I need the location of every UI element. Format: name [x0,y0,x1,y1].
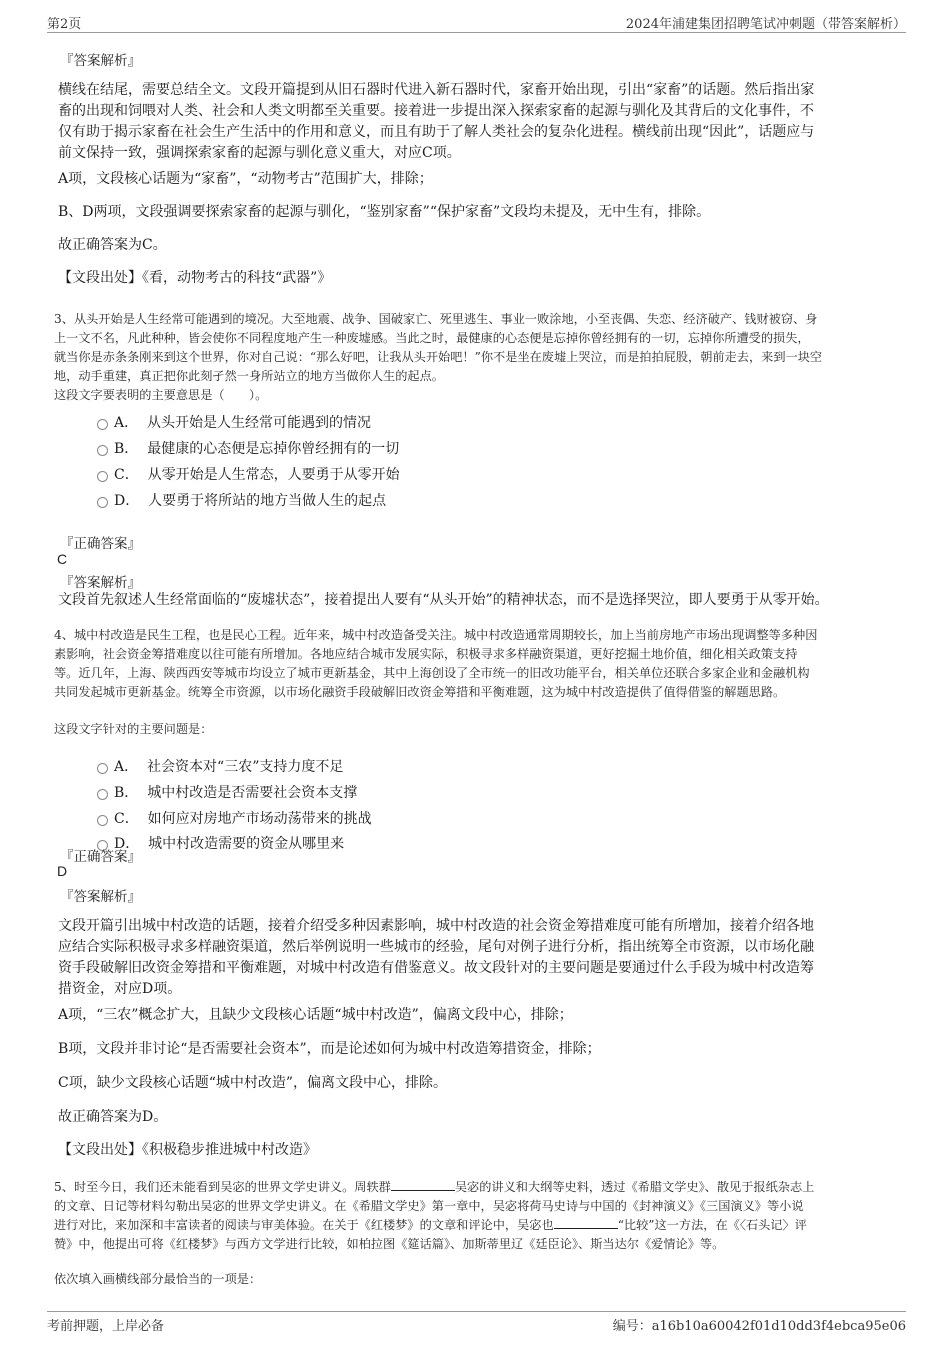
q4-answer: D [57,863,68,879]
q4-answer-label: 『正确答案』 [60,849,141,865]
q3-stem-line: 就当你是赤条条刚来到这个世界，你对自己说：“那么好吧，让我从头开始吧！”你不是坐在废墟上哭泣，而是拍拍屁股，朝前走去，来到一块空 [54,350,823,364]
q2-analysis [58,80,908,164]
q3-option-a-radio[interactable] [97,419,108,430]
q5-text: 5、时至今日，我们还未能看到吴宓的世界文学史讲义。周轶群 [54,1180,391,1194]
option-text: 城中村改造是否需要社会资本支撑 [147,785,358,801]
option-key: B． [114,441,139,457]
option-text: 城中村改造需要的资金从哪里来 [148,836,345,852]
q5-text: 进行对比，来加深和丰富读者的阅读与审美体验。在关于《红楼梦》的文章和评论中，吴宓也 [54,1218,554,1232]
q4-stem-line: 等。近几年，上海、陕西西安等城市均设立了城市更新基金，其中上海创设了全市统一的旧改功能平台，相关单位还联合多家企业和金融机构 [54,666,810,680]
q3-stem-line: 地，动手重建，真正把你此刻孑然一身所站立的地方当做你人生的起点。 [54,369,444,383]
q3-option-b-radio[interactable] [97,445,108,456]
q4-analysis-line: 措资金，对应D项。 [58,981,182,997]
q4-option-d[interactable] [114,833,344,853]
q2-source: 【文段出处】《看，动物考古的科技“武器”》 [58,270,332,286]
option-key: C． [114,467,139,483]
q3-option-a[interactable] [114,412,371,432]
option-text: 人要勇于将所站的地方当做人生的起点 [148,493,387,509]
q3-stem-line: 上一文不名，凡此种种，皆会使你不同程度地产生一种废墟感。当此之时，最健康的心态便是忘掉你曾经拥有的一切，忘掉你所遭受的损失， [54,331,810,345]
option-key: A． [114,415,139,431]
q4-option-b[interactable] [114,782,357,802]
q4-stem-line: 素影响，社会资金筹措难度以往可能有所增加。各地应结合城市发展实际，积极寻求多样融资渠道，更好挖掘土地价值，细化相关政策支持 [54,647,798,661]
header-divider [47,32,906,33]
q3-option-d-radio[interactable] [97,497,108,508]
q2-analysis-line: 横线在结尾，需要总结全文。文段开篇提到从旧石器时代进入新石器时代，家畜开始出现，引出“家畜”的话题。然后指出家 [58,82,815,98]
q4-option-c[interactable] [114,808,372,828]
q3-stem-line: 这段文字要表明的主要意思是（ ）。 [54,388,268,402]
q5-stem-line: 的文章、日记等材料勾勒出吴宓的世界文学史讲义。在《希腊文学史》第一章中，吴宓将荷马史诗与中国的《封神演义》《三国演义》等小说 [54,1199,804,1213]
q4-option-c-note: C项，缺少文段核心话题“城中村改造”，偏离文段中心，排除。 [58,1075,448,1091]
q2-analysis-line: 仅有助于揭示家畜在社会生产生活中的作用和意义，而且有助于了解人类社会的复杂化进程。横线前出现“因此”，话题应与 [58,124,815,140]
q4-option-b-radio[interactable] [97,789,108,800]
q4-option-a-note: A项，“三农”概念扩大，且缺少文段核心话题“城中村改造”，偏离文段中心，排除； [58,1007,573,1023]
q3-answer-label: 『正确答案』 [60,536,141,552]
option-text: 从零开始是人生常态，人要勇于从零开始 [147,467,400,483]
blank-1 [391,1178,455,1191]
q4-question: 这段文字针对的主要问题是： [54,722,213,736]
q2-conclusion: 故正确答案为C。 [58,237,167,253]
q4-analysis-label: 『答案解析』 [60,889,141,905]
q2-option-bd-note: B、D两项，文段强调要探索家畜的起源与驯化，“鉴别家畜”“保护家畜”文段均未提及，无中生有，排除。 [58,204,711,220]
q5-stem-line: 赞》中，他提出可将《红楼梦》与西方文学进行比较，如柏拉图《筵话篇》、加斯蒂里辽《廷臣论》、斯当达尔《爱情论》等。 [54,1237,725,1251]
option-key: C． [114,811,139,827]
q5-stem [54,1178,914,1254]
q4-analysis-line: 应结合实际积极寻求多样融资渠道，然后举例说明一些城市的经验，尾句对例子进行分析，指出统筹全市资源，以市场化融 [58,939,814,955]
q2-analysis-label: 『答案解析』 [60,53,141,69]
document-title: 2024年浦建集团招聘笔试冲刺题（带答案解析） [625,17,906,32]
q5-text: “比较”这一方法，在《〈石头记〉评 [617,1218,807,1232]
q4-stem-line: 4、城中村改造是民生工程，也是民心工程。近年来，城中村改造备受关注。城中村改造通常周期较长，加上当前房地产市场出现调整等多种因 [54,628,818,642]
q3-option-d[interactable] [114,490,386,510]
q2-option-a-note: A项，文段核心话题为“家畜”，“动物考古”范围扩大，排除； [58,171,433,187]
q4-option-a-radio[interactable] [97,763,108,774]
q2-analysis-line: 前文保持一致，强调探索家畜的起源与驯化意义重大，对应C项。 [58,145,461,161]
q5-stem-line [54,1178,914,1197]
q3-option-c[interactable] [114,464,400,484]
q4-analysis-line: 资手段破解旧改资金筹措和平衡难题，对城中村改造有借鉴意义。故文段针对的主要问题是要通过什么手段为城中村改造筹 [58,960,814,976]
option-text: 从头开始是人生经常可能遇到的情况 [147,415,372,431]
q3-option-c-radio[interactable] [97,471,108,482]
option-key: D． [114,493,140,509]
footer-divider [47,1311,906,1312]
q4-conclusion: 故正确答案为D。 [58,1109,168,1125]
q4-analysis-line: 文段开篇引出城中村改造的话题，接着介绍受多种因素影响，城中村改造的社会资金筹措难度可能有所增加，接着介绍各地 [58,918,814,934]
footer-slogan: 考前押题，上岸必备 [47,1319,165,1334]
q4-source: 【文段出处】《积极稳步推进城中村改造》 [58,1142,317,1158]
q3-stem [54,310,914,405]
q4-stem [54,626,914,702]
option-key: B． [114,785,139,801]
q3-stem-line: 3、从头开始是人生经常可能遇到的境况。大至地震、战争、国破家亡、死里逃生、事业一败涂地，小至丧偶、失恋、经济破产、钱财被窃、身 [54,312,818,326]
q2-analysis-line: 畜的出现和饲喂对人类、社会和人类文明都至关重要。接着进一步提出深入探索家畜的起源与驯化及其背后的文化事件，不 [58,103,814,119]
q3-option-b[interactable] [114,438,399,458]
q4-analysis [58,916,908,1000]
q4-stem-line: 共同发起城市更新基金。统筹全市资源，以市场化融资手段破解旧改资金筹措和平衡难题，这为城中村改造提供了值得借鉴的解题思路。 [54,685,786,699]
q3-analysis-label: 『答案解析』 [60,575,141,591]
q4-option-b-note: B项，文段并非讨论“是否需要社会资本”，而是论述如何为城中村改造筹措资金，排除； [58,1041,601,1057]
q4-option-c-radio[interactable] [97,815,108,826]
document-id: 编号：a16b10a60042f01d10dd3f4ebca95e06 [612,1319,906,1334]
q4-option-a[interactable] [114,756,343,776]
q5-text: 吴宓的讲义和大纲等史料，透过《希腊文学史》、散见于报纸杂志上 [454,1180,815,1194]
q3-answer: C [57,551,68,567]
q3-analysis: 文段首先叙述人生经常面临的“废墟状态”，接着提出人要有“从头开始”的精神状态，而不是选择哭泣，即人要勇于从零开始。 [58,592,829,608]
option-key: A． [114,759,139,775]
q5-stem-line [54,1216,914,1235]
option-text: 如何应对房地产市场动荡带来的挑战 [147,811,372,827]
option-text: 最健康的心态便是忘掉你曾经拥有的一切 [147,441,400,457]
page-number: 第2页 [47,17,82,32]
q5-question: 依次填入画横线部分最恰当的一项是： [54,1272,262,1286]
option-key: D． [114,836,140,852]
blank-2 [554,1216,618,1229]
option-text: 社会资本对“三农”支持力度不足 [147,759,344,775]
